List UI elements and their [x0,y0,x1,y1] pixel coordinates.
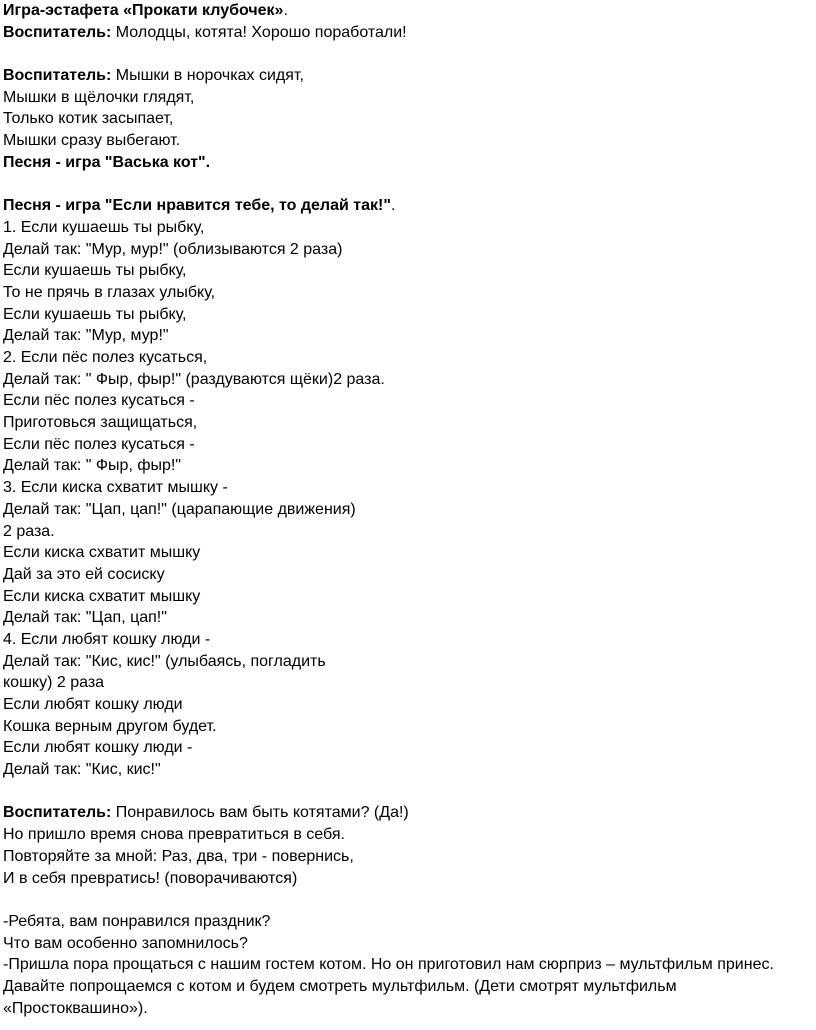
song-line: Если пёс полез кусаться - [3,435,195,453]
closing-intro-line [3,802,816,824]
song-line: Если киска схватит мышку [3,544,201,562]
song-line: Делай так: "Мур, мур!" [3,327,169,345]
closing-line: Повторяйте за мной: Раз, два, три - повернись, [3,847,354,865]
poem-line: Только котик засыпает, [3,110,174,128]
final-paragraph: -Пришла пора прощаться с нашим гостем котом. Но он приготовил нам сюрприз – мультфильм принес. Давайте попрощаемся с котом и будем смотреть мультфильм. (Дети смотрят мультфильм «Простоквашино»). [3,956,774,1017]
spacer [3,174,816,196]
song-line: Делай так: "Мур, мур!" (облизываются 2 раза) [3,240,343,258]
song-line: Если любят кошку люди - [3,739,193,757]
song-line: 4. Если любят кошку люди - [3,630,211,648]
song-line: 1. Если кушаешь ты рыбку, [3,218,205,236]
praise-line [3,22,816,44]
song-line: Приготовься защищаться, [3,414,198,432]
song-line: Делай так: "Цап, цап!" [3,609,167,627]
teacher-label: Воспитатель: [3,67,112,85]
game-title-line [3,0,816,22]
game-title: Игра-эстафета «Прокати клубочек» [3,2,284,19]
song-line: Делай так: " Фыр, фыр!" [3,457,182,475]
game-title-tail: . [283,2,288,19]
song-vaska-heading [3,152,816,174]
song-line: Если киска схватит мышку [3,587,201,605]
song-line: Дай за это ей сосиску [3,565,165,583]
song-line: Кошка верным другом будет. [3,717,217,735]
closing-line: Но пришло время снова превратиться в себя. [3,826,345,844]
closing-intro-text: Понравилось вам быть котятами? (Да!) [111,804,409,822]
song-title-tail: . [390,197,396,215]
song-line: Если любят кошку люди [3,696,183,713]
poem-intro-text: Мышки в норочках сидят, [111,67,304,85]
song-line: Если кушаешь ты рыбку, [3,305,187,323]
song-line: кошку) 2 раза [3,674,105,692]
spacer [3,889,816,911]
song-line: Если кушаешь ты рыбку, [3,262,187,280]
poem-intro-line [3,65,816,87]
song-line: 2. Если пёс полез кусаться, [3,349,208,366]
praise-text: Молодцы, котята! Хорошо поработали! [111,23,407,41]
song-line: 2 раза. [3,522,55,540]
poem-line: Мышки в щёлочки глядят, [3,88,195,106]
song-heading [3,195,816,217]
song-line: Делай так: "Кис, кис!" [3,761,161,779]
teacher-label: Воспитатель: [3,23,112,41]
final-line: Что вам особенно запомнилось? [3,934,248,952]
song-title: Песня - игра "Если нравится тебе, то делай так!" [3,197,391,215]
closing-line: И в себя превратись! (поворачиваются) [3,869,298,887]
poem-line: Мышки сразу выбегают. [3,132,181,150]
song-line: Если пёс полез кусаться - [3,392,195,410]
song-line: То не прячь в глазах улыбку, [3,283,216,301]
spacer [3,43,816,65]
final-line: -Ребята, вам понравился праздник? [3,912,271,930]
song-line: 3. Если киска схватит мышку - [3,479,228,497]
song-line: Делай так: "Кис, кис!" (улыбаясь, погладить [3,652,326,670]
song-line: Делай так: " Фыр, фыр!" (раздуваются щёки)2 раза. [3,370,385,388]
song-line: Делай так: "Цап, цап!" (царапающие движения) [3,500,356,518]
teacher-label: Воспитатель: [3,804,112,822]
spacer [3,781,816,803]
song-vaska-title: Песня - игра "Васька кот". [3,153,211,171]
